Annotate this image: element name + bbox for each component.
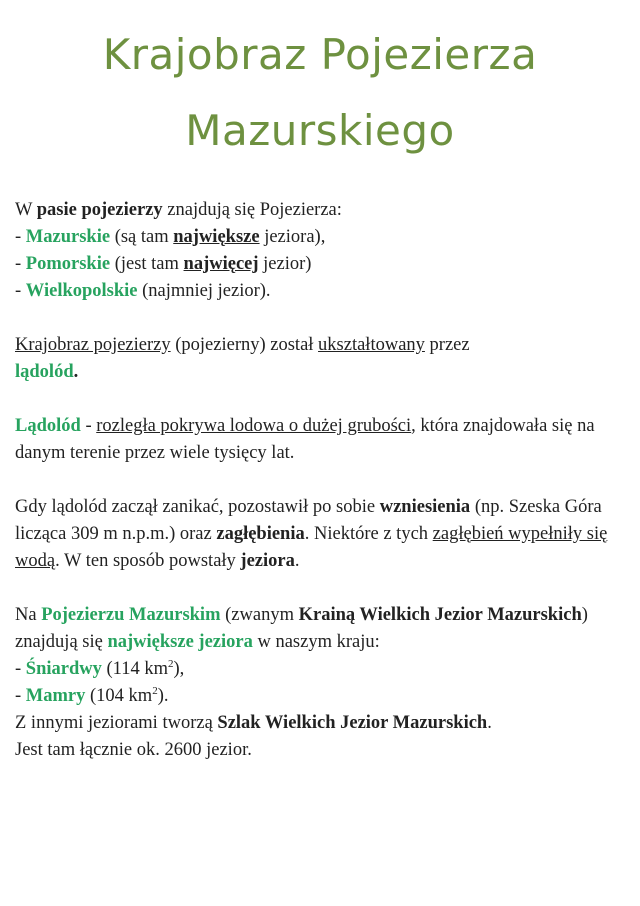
text: . W ten sposób powstały — [55, 551, 241, 571]
highlight-term: lądolód — [15, 362, 74, 382]
highlight-term: Pomorskie — [25, 254, 111, 274]
text: Jest tam łącznie ok. 2600 jezior. — [15, 740, 252, 760]
note-content — [15, 197, 625, 764]
text: W — [15, 200, 37, 220]
text: Z innymi jeziorami tworzą — [15, 713, 218, 733]
text: przez — [424, 335, 470, 355]
highlight-term: Mazurskie — [25, 227, 111, 247]
text: jezior) — [258, 254, 312, 274]
bold-underlined-term: najwięcej — [183, 254, 259, 274]
page-title-line-1: Krajobraz Pojezierza — [102, 30, 538, 79]
superscript: 2 — [168, 657, 174, 670]
spacer — [15, 575, 625, 602]
paragraph-glacier-definition — [15, 413, 625, 467]
text: Gdy lądolód zaczął zanikać, pozostawił po sobie — [15, 497, 380, 517]
text: . Niektóre z tych — [304, 524, 433, 544]
text: (114 km — [101, 659, 168, 679]
highlight-term: Wielkopolskie — [25, 281, 138, 301]
list-dash: - — [15, 659, 26, 679]
paragraph-lake-formation — [15, 494, 625, 575]
underlined-term: ukształtowany — [318, 335, 425, 355]
text: (np. Szeska Góra licząca 309 m n.p.m.) oraz — [15, 497, 602, 544]
underlined-term: zagłębień wypełniły się wodą — [15, 524, 608, 571]
underlined-term: Krajobraz pojezierzy — [15, 335, 171, 355]
bold-term: zagłębienia — [216, 524, 305, 544]
paragraph-lake-districts — [15, 197, 625, 305]
text: (pojezierny) został — [170, 335, 319, 355]
highlight-term: Mamry — [25, 686, 86, 706]
spacer — [15, 386, 625, 413]
highlight-term: największe jeziora — [107, 632, 253, 652]
text: znajdują się Pojezierza: — [162, 200, 342, 220]
text: w naszym kraju: — [252, 632, 380, 652]
text: (104 km — [85, 686, 153, 706]
bold-term: wzniesienia — [379, 497, 471, 517]
highlight-term: Śniardwy — [25, 659, 102, 679]
bold-term: jeziora — [240, 551, 295, 571]
list-dash: - — [15, 686, 26, 706]
text: ). — [157, 686, 169, 706]
spacer — [15, 305, 625, 332]
text: jeziora), — [259, 227, 326, 247]
highlight-term: Pojezierzu Mazurskim — [41, 605, 221, 625]
text: - — [80, 416, 97, 436]
superscript: 2 — [152, 684, 158, 697]
underlined-term: rozległa pokrywa lodowa o dużej grubości — [96, 416, 412, 436]
text: . — [294, 551, 300, 571]
page-title-line-2: Mazurskiego — [185, 106, 455, 155]
list-dash: - — [15, 227, 26, 247]
text: (są tam — [110, 227, 174, 247]
text: , która znajdowała się na danym terenie przez wiele tysięcy lat. — [15, 416, 595, 463]
list-dash: - — [15, 254, 26, 274]
text: (jest tam — [110, 254, 184, 274]
text: Na — [15, 605, 42, 625]
bold-term: pasie pojezierzy — [36, 200, 163, 220]
text: ), — [173, 659, 185, 679]
bold-term: Szlak Wielkich Jezior Mazurskich — [217, 713, 488, 733]
text: (najmniej jezior). — [137, 281, 271, 301]
bold-term: Krainą Wielkich Jezior Mazurskich — [298, 605, 582, 625]
text: ) znajdują się — [15, 605, 588, 652]
paragraph-masurian-lakes — [15, 602, 625, 764]
text: . — [73, 362, 79, 382]
text: (zwanym — [220, 605, 299, 625]
paragraph-landscape — [15, 332, 625, 386]
list-dash: - — [15, 281, 26, 301]
bold-underlined-term: największe — [173, 227, 260, 247]
text: . — [487, 713, 492, 733]
spacer — [15, 467, 625, 494]
highlight-term: Lądolód — [15, 416, 81, 436]
